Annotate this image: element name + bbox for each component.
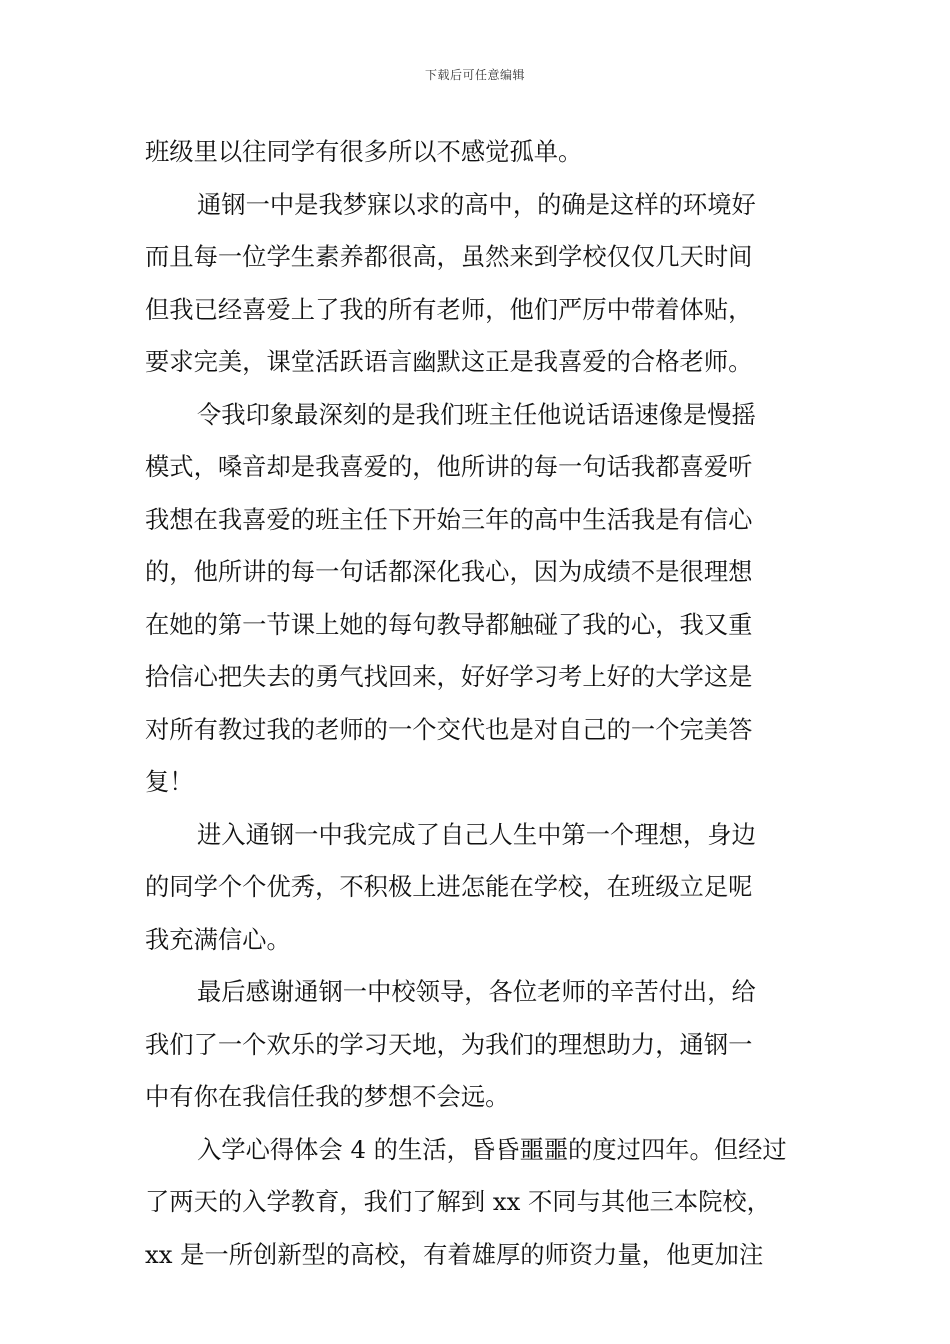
text-line: 要求完美，课堂活跃语言幽默这正是我喜爱的合格老师。 <box>145 347 753 376</box>
text-line: 但我已经喜爱上了我的所有老师，他们严厉中带着体贴， <box>145 294 753 324</box>
text-line: 模式，嗓音却是我喜爱的，他所讲的每一句话我都喜爱听 <box>145 452 753 481</box>
text-line: 中有你在我信任我的梦想不会远。 <box>145 1082 510 1111</box>
text-line: 我们了一个欢乐的学习天地，为我们的理想助力，通钢一 <box>145 1029 753 1059</box>
text-line: 复！ <box>145 767 194 796</box>
text-line: 我充满信心。 <box>145 924 291 954</box>
page-header: 下载后可任意编辑 <box>424 68 525 82</box>
paragraph-first-line: 令我印象最深刻的是我们班主任他说话语速像是慢摇 <box>197 399 756 429</box>
paragraph-first-line: 入学心得体会 4 的生活，昏昏噩噩的度过四年。但经过 <box>197 1134 787 1164</box>
text-line: 班级里以往同学有很多所以不感觉孤单。 <box>145 137 583 166</box>
paragraph-first-line: 最后感谢通钢一中校领导，各位老师的辛苦付出，给 <box>197 977 756 1006</box>
text-line: 而且每一位学生素养都很高，虽然来到学校仅仅几天时间 <box>145 242 753 271</box>
text-line: xx 是一所创新型的高校，有着雄厚的师资力量，他更加注 <box>145 1239 764 1269</box>
text-line: 了两天的入学教育，我们了解到 xx 不同与其他三本院校， <box>145 1187 771 1216</box>
text-line: 在她的第一节课上她的每句教导都触碰了我的心，我又重 <box>145 609 753 639</box>
document-body <box>145 126 813 1281</box>
text-line: 的同学个个优秀，不积极上进怎能在学校，在班级立足呢 <box>145 872 753 901</box>
text-line: 的，他所讲的每一句话都深化我心，因为成绩不是很理想 <box>145 557 753 586</box>
paragraph-first-line: 进入通钢一中我完成了自己人生中第一个理想，身边 <box>197 819 756 849</box>
text-line: 对所有教过我的老师的一个交代也是对自己的一个完美答 <box>145 714 753 744</box>
paragraph-first-line: 通钢一中是我梦寐以求的高中，的确是这样的环境好 <box>197 189 756 219</box>
text-line: 我想在我喜爱的班主任下开始三年的高中生活我是有信心 <box>145 504 753 534</box>
text-line: 拾信心把失去的勇气找回来，好好学习考上好的大学这是 <box>145 662 753 691</box>
